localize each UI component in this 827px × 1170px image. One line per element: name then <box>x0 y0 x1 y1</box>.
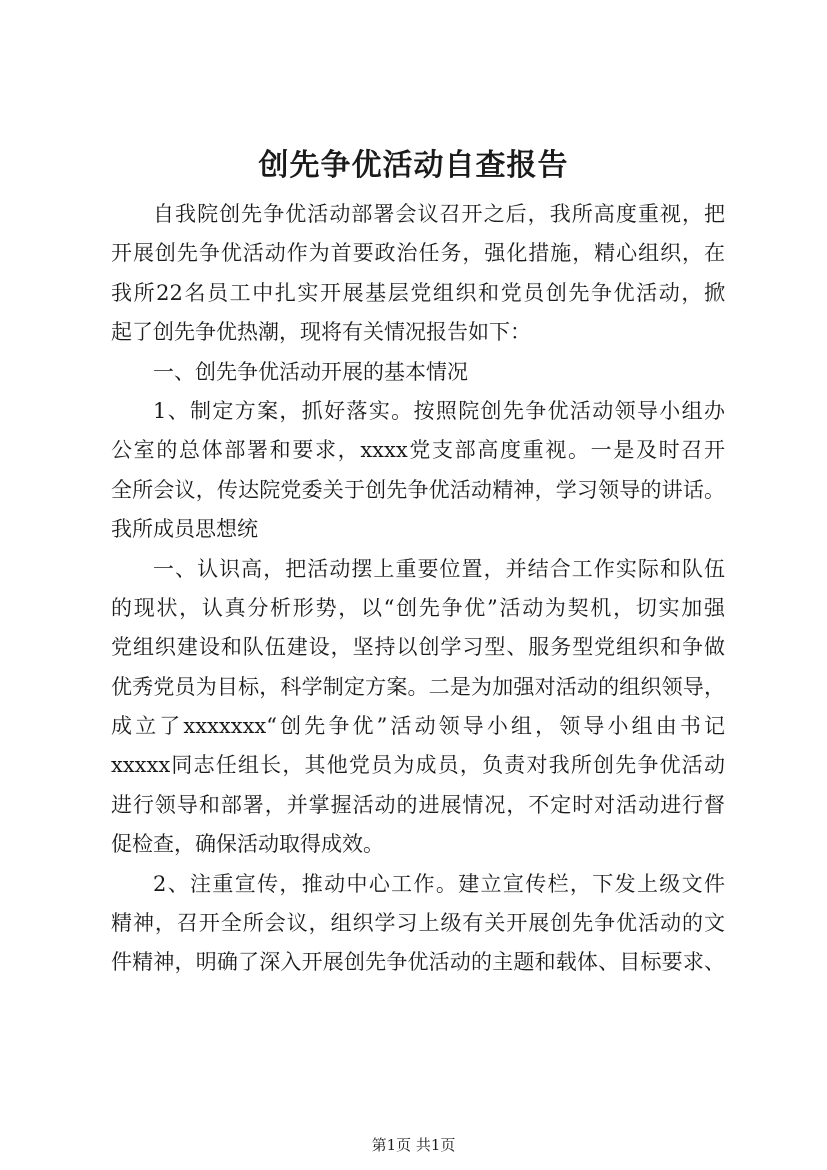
paragraph-line: xxxxx同志任组长，其他党员为成员，负责对我所创先争优活动 <box>111 753 725 778</box>
paragraph-line: 党组织建设和队伍建设，坚持以创学习型、服务型党组织和争做 <box>111 635 725 660</box>
paragraph-line: 我所成员思想统 <box>111 517 258 542</box>
page-number-footer: 第1页 共1页 <box>371 1136 456 1154</box>
paragraph-line: 成立了xxxxxxx“创先争优”活动领导小组，领导小组由书记 <box>111 714 725 739</box>
paragraph-line: 1、制定方案，抓好落实。按照院创先争优活动领导小组办 <box>153 398 725 423</box>
paragraph-line: 公室的总体部署和要求，xxxx党支部高度重视。一是及时召开 <box>111 438 725 463</box>
document-body <box>111 195 725 983</box>
paragraph-line: 开展创先争优活动作为首要政治任务，强化措施，精心组织，在 <box>111 241 725 266</box>
paragraph-line: 一、认识高，把活动摆上重要位置，并结合工作实际和队伍 <box>153 556 725 581</box>
paragraph-line: 进行领导和部署，并掌握活动的进展情况，不定时对活动进行督 <box>111 792 725 817</box>
section-heading: 一、创先争优活动开展的基本情况 <box>153 359 468 384</box>
paragraph-line: 起了创先争优热潮，现将有关情况报告如下： <box>111 320 531 345</box>
paragraph-line: 件精神，明确了深入开展创先争优活动的主题和载体、目标要求、 <box>111 950 725 975</box>
paragraph-line: 我所22名员工中扎实开展基层党组织和党员创先争优活动，掀 <box>111 280 725 305</box>
paragraph-line: 精神，召开全所会议，组织学习上级有关开展创先争优活动的文 <box>111 911 725 936</box>
paragraph-line: 优秀党员为目标，科学制定方案。二是为加强对活动的组织领导， <box>111 674 725 699</box>
paragraph-line: 的现状，认真分析形势，以“创先争优”活动为契机，切实加强 <box>111 595 725 620</box>
paragraph-line: 2、注重宣传，推动中心工作。建立宣传栏，下发上级文件 <box>153 871 725 896</box>
paragraph-line: 促检查，确保活动取得成效。 <box>111 832 384 857</box>
document-title: 创先争优活动自查报告 <box>258 148 569 183</box>
paragraph-line: 自我院创先争优活动部署会议召开之后，我所高度重视，把 <box>153 202 725 226</box>
paragraph-line: 全所会议，传达院党委关于创先争优活动精神，学习领导的讲话。 <box>111 477 725 502</box>
